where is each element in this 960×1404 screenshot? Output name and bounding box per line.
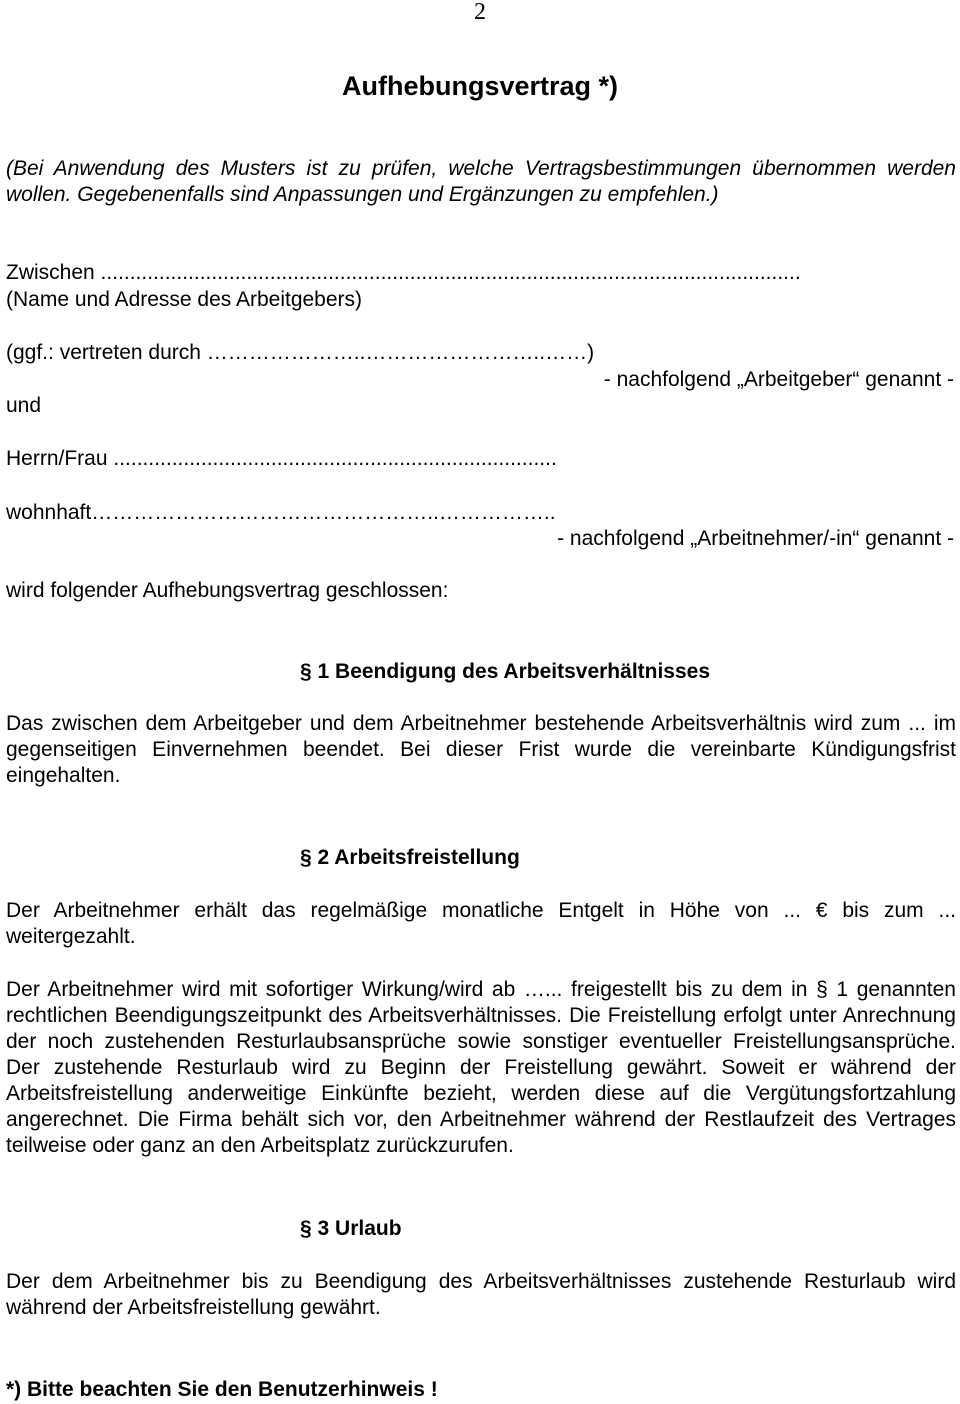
- footnote: *) Bitte beachten Sie den Benutzerhinweis !: [6, 1378, 438, 1401]
- and-word: und: [6, 394, 42, 417]
- section-3-paragraph: Der dem Arbeitnehmer bis zu Beendigung des Arbeitsverhältnisses zustehende Resturlaub wird während der Arbeitsfreistellung gewährt.: [6, 1270, 956, 1319]
- section-1-paragraph: Das zwischen dem Arbeitgeber und dem Arbeitnehmer bestehende Arbeitsverhältnis wird zum ... im gegenseitigen Einvernehmen beendet. Bei dieser Frist wurde die vereinbarte Kündigungsfrist eingehalten.: [6, 712, 956, 787]
- section-2-paragraph-2: Der Arbeitnehmer wird mit sofortiger Wirkung/wird ab …... freigestellt bis zu dem in § 1 genannten rechtlichen Beendigungszeitpunkt des Arbeitsverhältnisses. Die Freistellung erfolgt unter Anrechnung der noch zustehenden Resturlaubsansprüche sowie sonstiger eventueller Freistellungsansprüche. Der zustehende Resturlaub wird zu Beginn der Freistellung gewährt. Soweit er während der Arbeitsfreistellung anderweitige Einkünfte bezieht, werden diese auf die Vergütungsfortzahlung angerechnet. Die Firma behält sich vor, den Arbeitnehmer während der Restlaufzeit des Vertrages teilweise oder ganz an den Arbeitsplatz zurückzurufen.: [6, 978, 956, 1157]
- document-title: Aufhebungsvertrag *): [341, 71, 619, 101]
- page-number: 2: [474, 0, 486, 25]
- residence-line: wohnhaft…………………………………………..……………..: [6, 501, 556, 524]
- employer-hint: (Name und Adresse des Arbeitgebers): [6, 288, 363, 311]
- employee-line: Herrn/Frau ............................................................................: [6, 447, 557, 470]
- section-3-heading: § 3 Urlaub: [300, 1217, 402, 1240]
- closing-line: wird folgender Aufhebungsvertrag geschlossen:: [6, 579, 449, 602]
- represented-by-line: (ggf.: vertreten durch …………………..……………………..……): [6, 341, 595, 364]
- section-1-heading: § 1 Beendigung des Arbeitsverhältnisses: [300, 660, 711, 683]
- employee-designation: - nachfolgend „Arbeitnehmer/-in“ genannt -: [557, 527, 954, 550]
- between-line: Zwischen ........................................................................................................................: [6, 261, 801, 284]
- employer-designation: - nachfolgend „Arbeitgeber“ genannt -: [603, 368, 954, 391]
- section-2-heading: § 2 Arbeitsfreistellung: [300, 846, 520, 869]
- section-2-paragraph-1: Der Arbeitnehmer erhält das regelmäßige monatliche Entgelt in Höhe von ... € bis zum ... weitergezahlt.: [6, 899, 956, 948]
- intro-note: (Bei Anwendung des Musters ist zu prüfen, welche Vertragsbestimmungen übernommen werden wollen. Gegebenenfalls sind Anpassungen und Ergänzungen zu empfehlen.): [6, 157, 956, 206]
